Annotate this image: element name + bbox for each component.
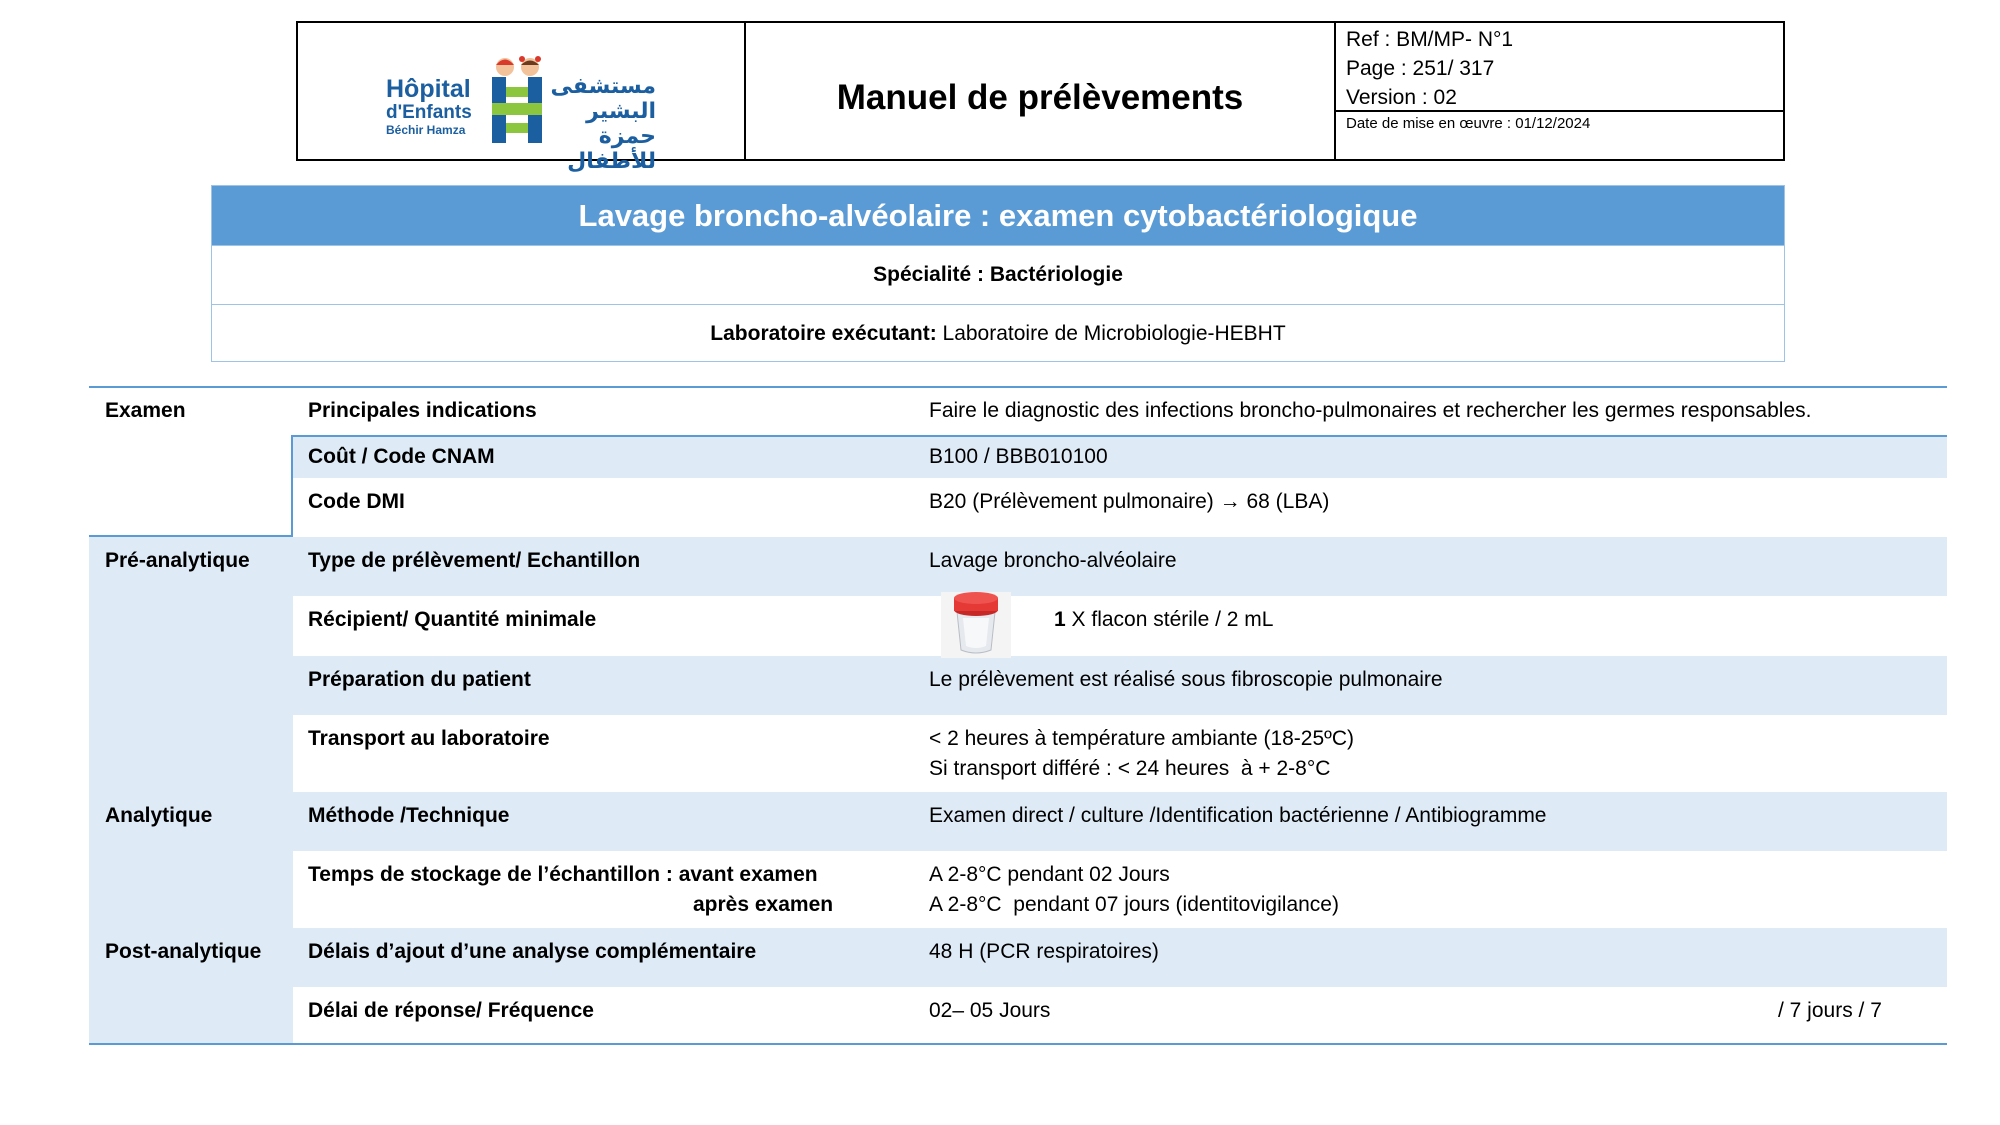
label-stockage-2: après examen [693,893,834,916]
row-band-cout [293,435,1947,478]
label-methode: Méthode /Technique [308,804,510,827]
logo-ar-line-1: مستشفى [550,73,656,98]
rule-left-examen [291,435,293,537]
hospital-h-logo-icon [486,53,552,163]
logo-line-3: Béchir Hamza [386,123,466,137]
sterile-container-icon [941,592,1011,658]
value-cout: B100 / BBB010100 [929,445,1108,468]
laboratoire-label: Laboratoire exécutant: [710,322,937,345]
laboratoire-value: Laboratoire de Microbiologie-HEBHT [936,322,1286,345]
value-type: Lavage broncho-alvéolaire [929,549,1177,572]
value-indications: Faire le diagnostic des infections broncho-pulmonaires et rechercher les germes responsables. [929,399,1812,422]
exam-title: Lavage broncho-alvéolaire : examen cytobactériologique [212,186,1784,245]
logo-french-text [386,77,472,136]
value-methode: Examen direct / culture /Identification bactérienne / Antibiogramme [929,804,1547,827]
logo-ar-line-2: البشير حمزة [586,98,656,148]
label-recipient: Récipient/ Quantité minimale [308,608,597,631]
value-frequence: / 7 jours / 7 [1778,999,1882,1022]
table-bottom-rule [89,1043,1947,1045]
meta-version: Version : 02 [1346,86,1457,109]
value-dmi: B20 (Prélèvement pulmonaire) → 68 (LBA) [929,490,1330,513]
value-recipient [1054,605,1273,635]
table-top-rule [89,386,1947,388]
laboratoire-row [212,304,1784,363]
label-type: Type de prélèvement/ Echantillon [308,549,641,572]
value-recipient-count: 1 [1054,608,1066,631]
section-analytique: Analytique [105,804,213,827]
meta-ref: Ref : BM/MP- N°1 [1346,28,1514,51]
section-pre-analytique: Pré-analytique [105,549,250,572]
meta-page: Page : 251/ 317 [1346,57,1495,80]
value-preparation: Le prélèvement est réalisé sous fibroscopie pulmonaire [929,668,1443,691]
logo-arabic-text [550,73,656,173]
value-delai-reponse: 02– 05 Jours [929,999,1051,1022]
document-title: Manuel de prélèvements [746,23,1336,159]
rule-under-examen [89,535,293,537]
section-post-analytique: Post-analytique [105,940,262,963]
value-stockage-2: A 2-8°C pendant 07 jours (identitovigilance) [929,893,1339,916]
logo-ar-line-3: للأطفال [567,148,656,173]
value-recipient-text: X flacon stérile / 2 mL [1065,608,1274,631]
meta-block [1336,23,1783,112]
logo-line-1: Hôpital [386,75,471,103]
hospital-logo [298,23,746,173]
label-transport: Transport au laboratoire [308,727,550,750]
section-examen: Examen [105,399,186,422]
document-meta [1336,23,1783,159]
logo-line-2: d'Enfants [386,102,472,123]
document-header [296,21,1785,173]
specialite: Spécialité : Bactériologie [212,245,1784,304]
label-dmi: Code DMI [308,490,405,513]
label-indications: Principales indications [308,399,537,422]
label-cout: Coût / Code CNAM [308,445,495,468]
rule-under-indications [293,435,1947,437]
label-delais-ajout: Délais d’ajout d’une analyse complémentaire [308,940,757,963]
value-transport-2: Si transport différé : < 24 heures à + 2-8°C [929,757,1331,780]
label-delai-reponse: Délai de réponse/ Fréquence [308,999,594,1022]
label-preparation: Préparation du patient [308,668,531,691]
value-transport-1: < 2 heures à température ambiante (18-25ºC) [929,727,1354,750]
meta-date: Date de mise en œuvre : 01/12/2024 [1346,115,1591,132]
exam-title-block [211,185,1785,362]
value-stockage-1: A 2-8°C pendant 02 Jours [929,863,1170,886]
label-stockage-1: Temps de stockage de l’échantillon : avant examen [308,863,818,886]
value-delais-ajout: 48 H (PCR respiratoires) [929,940,1159,963]
